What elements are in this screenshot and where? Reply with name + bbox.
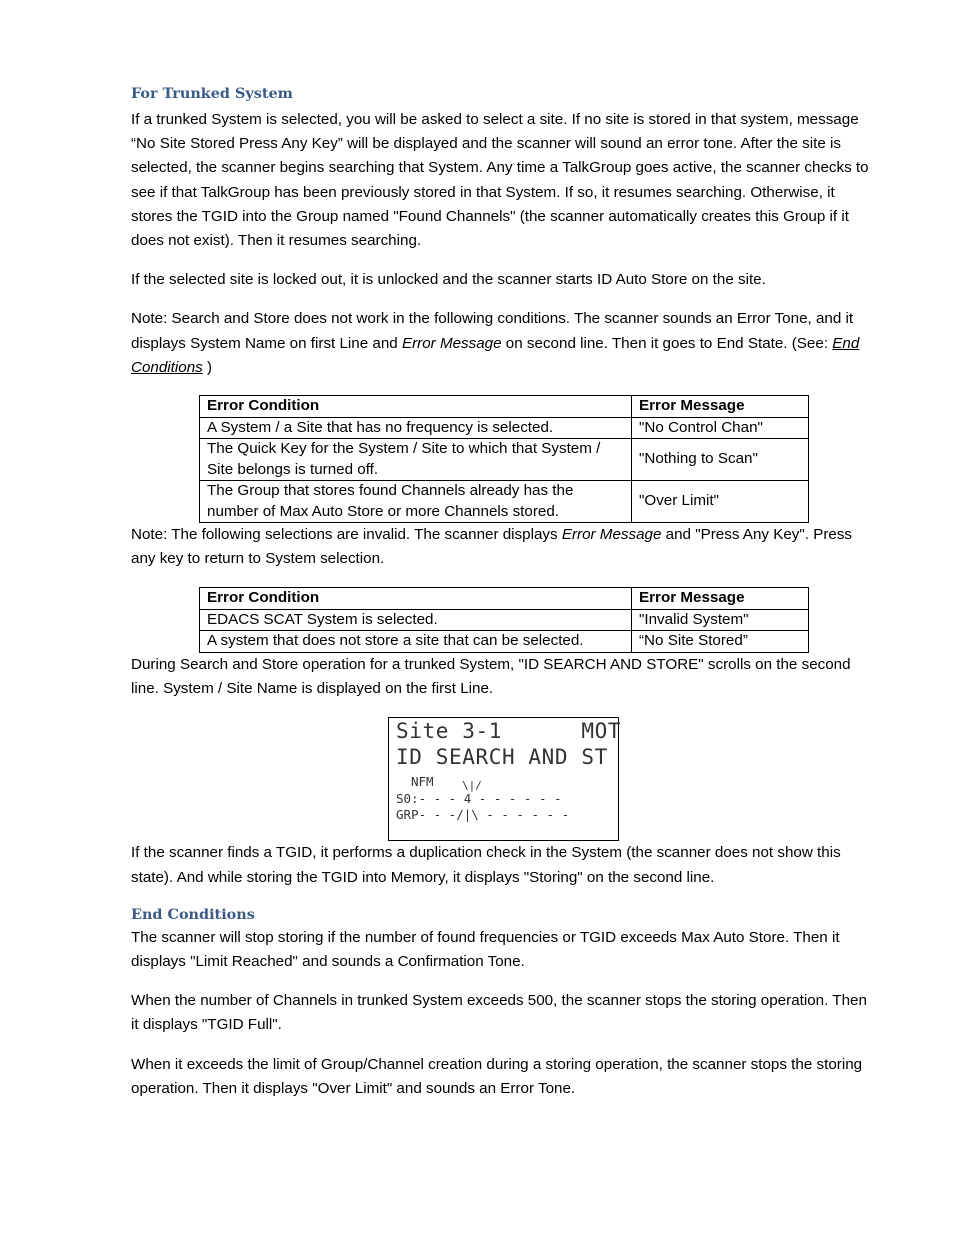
cell-condition: The Quick Key for the System / Site to which that System / Site belongs is turned off.: [200, 439, 632, 481]
lcd-display-illustration: [388, 717, 622, 841]
lcd-s0-line: S0:- - - 4 - - - - - -: [396, 791, 562, 807]
note-emphasis: Error Message: [561, 526, 662, 544]
table-header-row: [200, 588, 809, 610]
paragraph-during-operation: During Search and Store operation for a trunked System, "ID SEARCH AND STORE" scrolls on the second line. System / Site Name is displayed on the first Line.: [131, 655, 851, 698]
cell-message: "Over Limit": [632, 481, 809, 523]
table-row: [200, 609, 809, 631]
header-error-condition: Error Condition: [200, 588, 632, 610]
error-table-search-store: [199, 395, 809, 523]
section-heading-trunked-system: For Trunked System: [131, 85, 293, 102]
paragraph-note-search-store: [131, 307, 871, 380]
lcd-signal-top: \|/: [462, 779, 482, 793]
cell-message: "Invalid System": [632, 609, 809, 631]
note-emphasis: Error Message: [401, 334, 502, 352]
paragraph-end-3: When it exceeds the limit of Group/Channel creation during a storing operation, the scanner stops the storing operation. Then it displays "Over Limit" and sounds an Error Tone.: [131, 1055, 863, 1097]
cell-condition: A system that does not store a site that can be selected.: [200, 631, 632, 653]
lcd-mode: NFM: [411, 774, 434, 790]
lcd-grp-line: GRP- - -/|\ - - - - - -: [396, 807, 570, 823]
cell-message: "No Control Chan": [632, 417, 809, 439]
table-row: [200, 631, 809, 653]
note-text: on second line. Then it goes to End State. (See:: [501, 334, 833, 352]
paragraph-locked-site: If the selected site is locked out, it is unlocked and the scanner starts ID Auto Store on the site.: [131, 271, 766, 289]
header-error-message: Error Message: [632, 396, 809, 418]
note-text: ): [202, 358, 213, 376]
paragraph-trunked-intro: If a trunked System is selected, you will be asked to select a site. If no site is stored in that system, message “No Site Stored Press Any Key” will be displayed and the scanner will sound an error tone. After the site is selected, the scanner begins searching that System. Any time a TalkGroup goes active, the scanner checks to see if that TalkGroup has been previously stored in that System. If so, it resumes searching. Otherwise, it stores the TGID into the Group named "Found Channels" (the scanner automatically creates this Group if it does not exist). Then it resumes searching.: [131, 111, 869, 250]
cell-condition: A System / a Site that has no frequency is selected.: [200, 417, 632, 439]
paragraph-end-2: When the number of Channels in trunked System exceeds 500, the scanner stops the storing operation. Then it displays "TGID Full".: [131, 992, 867, 1034]
lcd-line-2: ID SEARCH AND ST: [396, 745, 608, 770]
table-row: [200, 439, 809, 481]
error-table-invalid-selection: [199, 587, 809, 653]
note-text: and "Press Any Key". Press any key to return to System selection.: [131, 526, 853, 568]
table-header-row: [200, 396, 809, 418]
table-row: [200, 481, 809, 523]
paragraph-end-1: The scanner will stop storing if the number of found frequencies or TGID exceeds Max Auto Store. Then it displays "Limit Reached" and sounds a Confirmation Tone.: [131, 928, 840, 970]
lcd-line-1: Site 3-1 MOT: [396, 719, 622, 744]
cell-condition: EDACS SCAT System is selected.: [200, 609, 632, 631]
section-heading-end-conditions: End Conditions: [131, 905, 255, 923]
paragraph-note-invalid-selections: [131, 523, 871, 571]
paragraph-tgid-found: If the scanner finds a TGID, it performs a duplication check in the System (the scanner does not show this state). And while storing the TGID into Memory, it displays "Storing" on the second line.: [131, 844, 841, 886]
document-page: [131, 84, 871, 1101]
header-error-condition: Error Condition: [200, 396, 632, 418]
table-row: [200, 417, 809, 439]
header-error-message: Error Message: [632, 588, 809, 610]
end-conditions-link[interactable]: End Conditions: [131, 334, 860, 376]
cell-condition: The Group that stores found Channels already has the number of Max Auto Store or more Channels stored.: [200, 481, 632, 523]
cell-message: “No Site Stored”: [632, 631, 809, 653]
note-text: Note: The following selections are invalid. The scanner displays: [131, 526, 562, 544]
cell-message: "Nothing to Scan": [632, 439, 809, 481]
note-text: Note: Search and Store does not work in the following conditions. The scanner sounds an Error Tone, and it displays System Name on first Line and: [131, 310, 854, 352]
